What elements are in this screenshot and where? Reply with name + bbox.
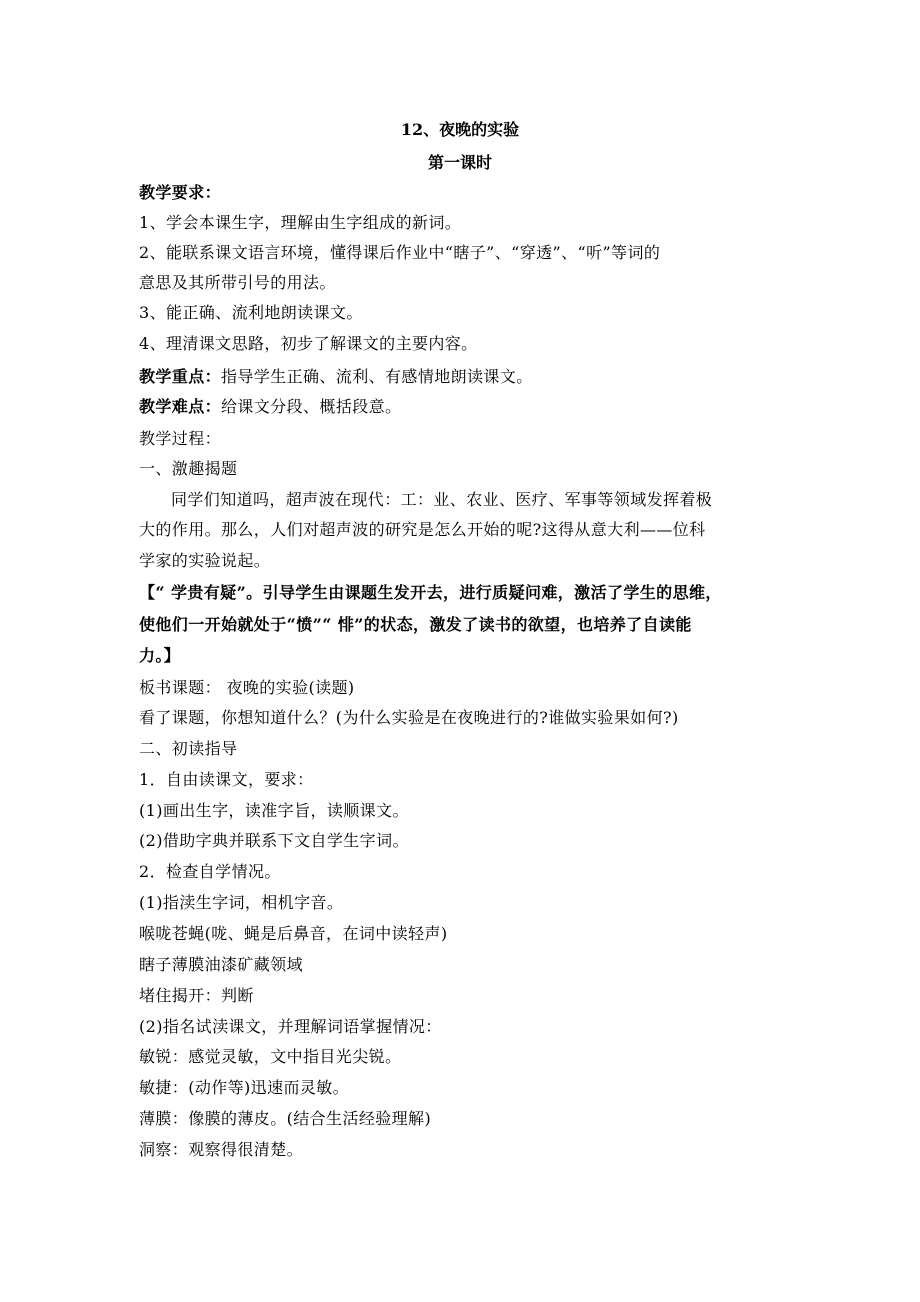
vocab-line: 喉咙苍蝇(咙、蝇是后鼻音，在词中读轻声) bbox=[139, 924, 448, 943]
requirement-2-continued: 意思及其所带引号的用法。 bbox=[139, 273, 336, 292]
requirement-2: 2、能联系课文语言环境，懂得课后作业中“瞎子”、“穿透”、“听”等词的 bbox=[139, 243, 661, 262]
lesson-subtitle: 第一课时 bbox=[427, 153, 492, 172]
paragraph-line: 学家的实验说起。 bbox=[139, 551, 271, 570]
section-2-heading: 二、初读指导 bbox=[139, 739, 238, 758]
line-text: 指导学生正确、流利、有感情地朗读课文。 bbox=[221, 367, 533, 386]
definition-line: 洞察：观察得很清楚。 bbox=[139, 1140, 304, 1159]
instruction-line: (2)借助字典并联系下文自学生字词。 bbox=[139, 831, 409, 850]
note-line: 使他们一开始就处于“愤”“ 悱”的状态，激发了读书的欲望，也培养了自读能 bbox=[139, 615, 692, 634]
lesson-title: 12、夜晚的实验 bbox=[400, 120, 520, 139]
board-title-line: 板书课题： 夜晚的实验(读题) bbox=[139, 678, 355, 697]
note-line: 力。】 bbox=[139, 646, 181, 665]
line-label: 教学重点： bbox=[139, 367, 222, 386]
note-line: 【“ 学贵有疑”。引导学生由课题生发开去，进行质疑问难，激活了学生的思维， bbox=[139, 583, 722, 602]
instruction-line: (1)画出生字，读准字旨，读顺课文。 bbox=[139, 801, 409, 820]
paragraph-line: 大的作用。那么，人们对超声波的研究是怎么开始的呢?这得从意大利——位科 bbox=[139, 520, 706, 539]
requirement-4: 4、理清课文思路，初步了解课文的主要内容。 bbox=[139, 334, 478, 353]
requirement-1: 1、学会本课生字，理解由生字组成的新词。 bbox=[139, 213, 462, 232]
teaching-process-heading: 教学过程： bbox=[139, 429, 222, 448]
requirements-heading bbox=[139, 182, 784, 204]
vocab-line: 堵住揭开：判断 bbox=[139, 986, 254, 1005]
teaching-difficulty bbox=[139, 396, 784, 418]
vocab-line: 瞎子薄膜油漆矿藏领域 bbox=[139, 955, 304, 974]
definition-line: 敏锐：感觉灵敏，文中指目光尖锐。 bbox=[139, 1047, 402, 1066]
definition-line: 薄膜：像膜的薄皮。(结合生活经验理解) bbox=[139, 1109, 432, 1128]
instruction-line: 1．自由读课文，要求： bbox=[139, 770, 314, 789]
section-1-heading: 一、激趣揭题 bbox=[139, 459, 238, 478]
question-line: 看了课题，你想知道什么？(为什么实验是在夜晚进行的?谁做实验果如何?) bbox=[139, 708, 679, 727]
line-text: 给课文分段、概括段意。 bbox=[221, 397, 402, 416]
requirement-3: 3、能正确、流利地朗读课文。 bbox=[139, 303, 363, 322]
definition-line: 敏捷：(动作等)迅速而灵敏。 bbox=[139, 1078, 350, 1097]
instruction-line: (1)指渎生字词，相机字音。 bbox=[139, 893, 344, 912]
instruction-line: 2．检查自学情况。 bbox=[139, 862, 281, 881]
teaching-focus bbox=[139, 366, 784, 388]
line-label: 教学要求： bbox=[139, 183, 222, 202]
instruction-line: (2)指名试渎课文，并理解词语掌握情况： bbox=[139, 1017, 442, 1036]
paragraph-line: 同学们知道吗，超声波在现代：工：业、农业、医疗、军事等领域发挥着极 bbox=[171, 490, 713, 509]
line-label: 教学难点： bbox=[139, 397, 222, 416]
